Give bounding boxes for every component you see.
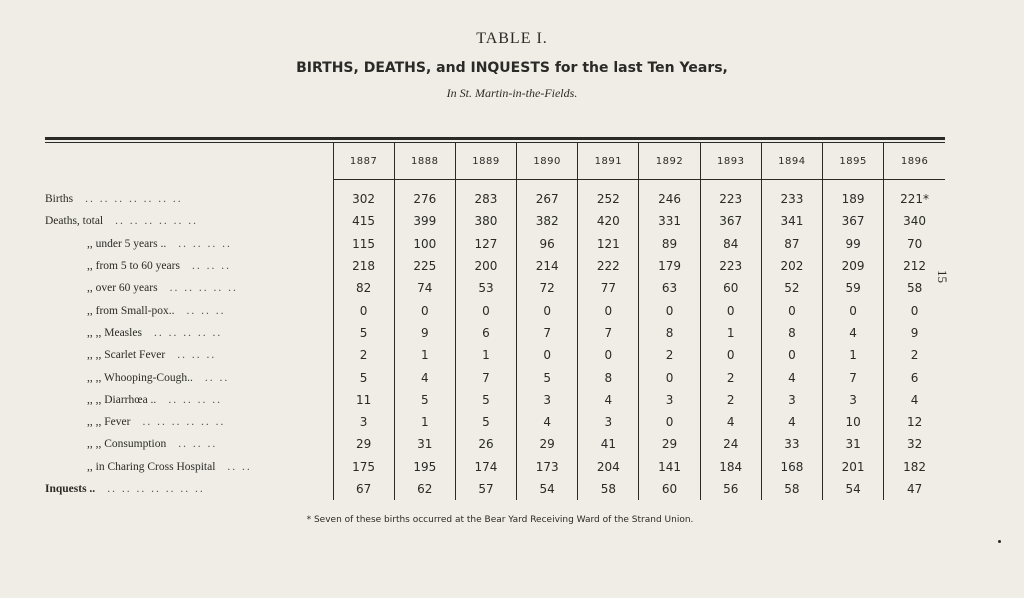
table-cell: 6	[884, 366, 945, 388]
table-cell: 7	[578, 322, 639, 344]
leader-dots: .. ..	[227, 460, 252, 473]
leader-dots: .. .. .. ..	[178, 237, 232, 250]
table-cell: 399	[394, 210, 455, 232]
table-row	[45, 344, 945, 366]
table-cell: 7	[823, 366, 884, 388]
table-cell: 8	[639, 322, 700, 344]
leader-dots: .. .. .. ..	[168, 393, 222, 406]
table-row	[45, 299, 945, 321]
table-cell: 2	[700, 366, 761, 388]
table-cell: 209	[823, 255, 884, 277]
table-cell: 84	[700, 233, 761, 255]
table-cell: 175	[333, 456, 394, 478]
table-cell: 302	[333, 180, 394, 211]
table-cell: 4	[394, 366, 455, 388]
table-cell: 5	[394, 389, 455, 411]
row-label-text: ,, ,, Whooping-Cough..	[87, 371, 193, 384]
table-title: TABLE I.	[476, 30, 548, 47]
row-label	[45, 344, 333, 366]
table-cell: 179	[639, 255, 700, 277]
year-header-1896: 1896	[884, 143, 945, 180]
table-row	[45, 456, 945, 478]
table-cell: 60	[700, 277, 761, 299]
table-cell: 2	[333, 344, 394, 366]
table-cell: 184	[700, 456, 761, 478]
table-cell: 1	[394, 344, 455, 366]
table-cell: 200	[455, 255, 516, 277]
table-cell: 415	[333, 210, 394, 232]
table-cell: 5	[455, 389, 516, 411]
table-cell: 331	[639, 210, 700, 232]
table-cell: 223	[700, 180, 761, 211]
table-cell: 1	[394, 411, 455, 433]
row-label	[45, 322, 333, 344]
table-cell: 382	[517, 210, 578, 232]
table-row	[45, 433, 945, 455]
table-cell: 173	[517, 456, 578, 478]
table-cell: 5	[517, 366, 578, 388]
table-cell: 4	[517, 411, 578, 433]
table-cell: 7	[455, 366, 516, 388]
row-label-text: ,, ,, Scarlet Fever	[87, 349, 166, 362]
table-cell: 174	[455, 456, 516, 478]
table-cell: 221*	[884, 180, 945, 211]
table-cell: 62	[394, 478, 455, 500]
header-blank-cell	[45, 143, 333, 180]
table-cell: 4	[884, 389, 945, 411]
table-cell: 283	[455, 180, 516, 211]
row-label	[45, 478, 333, 500]
table-cell: 2	[700, 389, 761, 411]
table-cell: 53	[455, 277, 516, 299]
print-mark	[998, 540, 1001, 543]
table-cell: 4	[700, 411, 761, 433]
table-cell: 121	[578, 233, 639, 255]
row-label	[45, 180, 333, 211]
leader-dots: .. .. .. .. ..	[169, 282, 238, 295]
table-row	[45, 389, 945, 411]
table-cell: 89	[639, 233, 700, 255]
table-cell: 201	[823, 456, 884, 478]
table-cell: 5	[455, 411, 516, 433]
table-cell: 67	[333, 478, 394, 500]
row-label	[45, 299, 333, 321]
leader-dots: .. .. .. .. ..	[153, 326, 223, 339]
table-cell: 3	[823, 389, 884, 411]
table-cell: 214	[517, 255, 578, 277]
table-row	[45, 366, 945, 388]
table-cell: 12	[884, 411, 945, 433]
row-label	[45, 389, 333, 411]
table-cell: 58	[578, 478, 639, 500]
row-label-text: ,, over 60 years	[87, 282, 158, 295]
table-cell: 3	[639, 389, 700, 411]
table-cell: 100	[394, 233, 455, 255]
table-cell: 2	[639, 344, 700, 366]
table-body	[45, 180, 945, 501]
leader-dots: .. ..	[204, 371, 230, 384]
table-cell: 57	[455, 478, 516, 500]
table-cell: 195	[394, 456, 455, 478]
table-row	[45, 411, 945, 433]
table-cell: 7	[517, 322, 578, 344]
table-cell: 3	[517, 389, 578, 411]
table-cell: 276	[394, 180, 455, 211]
row-label	[45, 210, 333, 232]
table-cell: 0	[761, 299, 822, 321]
table-cell: 54	[823, 478, 884, 500]
table-cell: 5	[333, 322, 394, 344]
row-label-text: ,, ,, Fever	[87, 416, 131, 429]
leader-dots: .. .. .. .. .. ..	[115, 215, 198, 228]
table-row	[45, 255, 945, 277]
table-cell: 115	[333, 233, 394, 255]
table-cell: 1	[700, 322, 761, 344]
table-cell: 246	[639, 180, 700, 211]
table-cell: 233	[761, 180, 822, 211]
table-cell: 127	[455, 233, 516, 255]
row-label	[45, 277, 333, 299]
year-header-1887: 1887	[333, 143, 394, 180]
table-cell: 3	[578, 411, 639, 433]
year-header-1888: 1888	[394, 143, 455, 180]
table-cell: 29	[517, 433, 578, 455]
table-cell: 10	[823, 411, 884, 433]
table-cell: 74	[394, 277, 455, 299]
table-cell: 0	[700, 344, 761, 366]
table-cell: 182	[884, 456, 945, 478]
row-label-text: Inquests ..	[45, 483, 96, 495]
table-cell: 0	[823, 299, 884, 321]
table-cell: 223	[700, 255, 761, 277]
row-label-text: Births	[45, 192, 74, 205]
table-cell: 340	[884, 210, 945, 232]
table-cell: 222	[578, 255, 639, 277]
table-cell: 141	[639, 456, 700, 478]
table-row	[45, 180, 945, 211]
year-header-1893: 1893	[700, 143, 761, 180]
table-cell: 6	[455, 322, 516, 344]
year-header-1889: 1889	[455, 143, 516, 180]
table-cell: 168	[761, 456, 822, 478]
row-label-text: ,, ,, Diarrhœa ..	[87, 393, 157, 406]
table-cell: 58	[884, 277, 945, 299]
table-cell: 204	[578, 456, 639, 478]
row-label-text: ,, from Small-pox..	[87, 304, 175, 317]
table-cell: 0	[455, 299, 516, 321]
row-label-text: ,, under 5 years ..	[87, 237, 167, 250]
table-cell: 63	[639, 277, 700, 299]
leader-dots: .. .. ..	[191, 260, 231, 273]
table-row	[45, 233, 945, 255]
table-cell: 31	[823, 433, 884, 455]
table-cell: 52	[761, 277, 822, 299]
table-cell: 59	[823, 277, 884, 299]
table-cell: 2	[884, 344, 945, 366]
table-cell: 11	[333, 389, 394, 411]
table-location: In St. Martin-in-the-Fields.	[446, 86, 578, 100]
row-label	[45, 433, 333, 455]
table-cell: 4	[578, 389, 639, 411]
row-label-text: ,, ,, Consumption	[87, 438, 167, 451]
table-cell: 5	[333, 366, 394, 388]
table-cell: 26	[455, 433, 516, 455]
table-cell: 225	[394, 255, 455, 277]
table-row	[45, 210, 945, 232]
table-cell: 8	[761, 322, 822, 344]
table-cell: 3	[761, 389, 822, 411]
table-cell: 77	[578, 277, 639, 299]
table-cell: 24	[700, 433, 761, 455]
table-cell: 267	[517, 180, 578, 211]
statistics-table	[45, 143, 945, 500]
table-cell: 87	[761, 233, 822, 255]
row-label	[45, 255, 333, 277]
table-cell: 54	[517, 478, 578, 500]
table-cell: 29	[333, 433, 394, 455]
table-cell: 0	[639, 299, 700, 321]
row-label-text: ,, from 5 to 60 years	[87, 260, 180, 273]
table-cell: 380	[455, 210, 516, 232]
table-cell: 41	[578, 433, 639, 455]
table-cell: 4	[761, 411, 822, 433]
table-subtitle: BIRTHS, DEATHS, and INQUESTS for the last Ten Years,	[296, 60, 728, 76]
year-header-1890: 1890	[517, 143, 578, 180]
leader-dots: .. .. ..	[177, 349, 217, 362]
table-cell: 0	[884, 299, 945, 321]
table-cell: 70	[884, 233, 945, 255]
table-row	[45, 478, 945, 500]
top-rule-thick	[45, 137, 945, 140]
leader-dots: .. .. .. .. .. .. ..	[107, 483, 205, 495]
table-cell: 8	[578, 366, 639, 388]
table-cell: 0	[517, 344, 578, 366]
table-cell: 202	[761, 255, 822, 277]
row-label-text: ,, in Charing Cross Hospital	[87, 460, 216, 473]
row-label-text: ,, ,, Measles	[87, 326, 142, 339]
leader-dots: .. .. .. .. .. ..	[142, 416, 226, 429]
page-number: 15	[935, 270, 950, 283]
table-cell: 1	[455, 344, 516, 366]
table-cell: 56	[700, 478, 761, 500]
table-cell: 32	[884, 433, 945, 455]
table-cell: 367	[823, 210, 884, 232]
year-header-1892: 1892	[639, 143, 700, 180]
table-cell: 3	[333, 411, 394, 433]
table-cell: 420	[578, 210, 639, 232]
footnote: * Seven of these births occurred at the Bear Yard Receiving Ward of the Strand Union.	[306, 515, 694, 525]
table-cell: 96	[517, 233, 578, 255]
table-cell: 0	[394, 299, 455, 321]
row-label-text: Deaths, total	[45, 215, 104, 228]
table-cell: 0	[700, 299, 761, 321]
table-cell: 212	[884, 255, 945, 277]
table-cell: 82	[333, 277, 394, 299]
table-cell: 189	[823, 180, 884, 211]
table-cell: 218	[333, 255, 394, 277]
table-cell: 0	[639, 411, 700, 433]
table-cell: 0	[517, 299, 578, 321]
table-cell: 4	[823, 322, 884, 344]
table-cell: 0	[578, 344, 639, 366]
year-header-row	[45, 143, 945, 180]
row-label	[45, 233, 333, 255]
table-cell: 72	[517, 277, 578, 299]
table-cell: 367	[700, 210, 761, 232]
leader-dots: .. .. ..	[186, 304, 226, 317]
table-cell: 4	[761, 366, 822, 388]
year-header-1895: 1895	[823, 143, 884, 180]
table-cell: 0	[578, 299, 639, 321]
leader-dots: .. .. ..	[178, 438, 218, 451]
year-header-1891: 1891	[578, 143, 639, 180]
table-cell: 1	[823, 344, 884, 366]
table-cell: 31	[394, 433, 455, 455]
table-cell: 9	[884, 322, 945, 344]
leader-dots: .. .. .. .. .. .. ..	[85, 192, 183, 205]
table-cell: 0	[333, 299, 394, 321]
table-cell: 99	[823, 233, 884, 255]
row-label	[45, 456, 333, 478]
table-cell: 33	[761, 433, 822, 455]
table-cell: 29	[639, 433, 700, 455]
table-cell: 60	[639, 478, 700, 500]
table-cell: 58	[761, 478, 822, 500]
table-cell: 9	[394, 322, 455, 344]
table-cell: 47	[884, 478, 945, 500]
table-row	[45, 322, 945, 344]
table-cell: 0	[639, 366, 700, 388]
table-cell: 252	[578, 180, 639, 211]
row-label	[45, 366, 333, 388]
table-row	[45, 277, 945, 299]
year-header-1894: 1894	[761, 143, 822, 180]
table-cell: 341	[761, 210, 822, 232]
row-label	[45, 411, 333, 433]
table-cell: 0	[761, 344, 822, 366]
